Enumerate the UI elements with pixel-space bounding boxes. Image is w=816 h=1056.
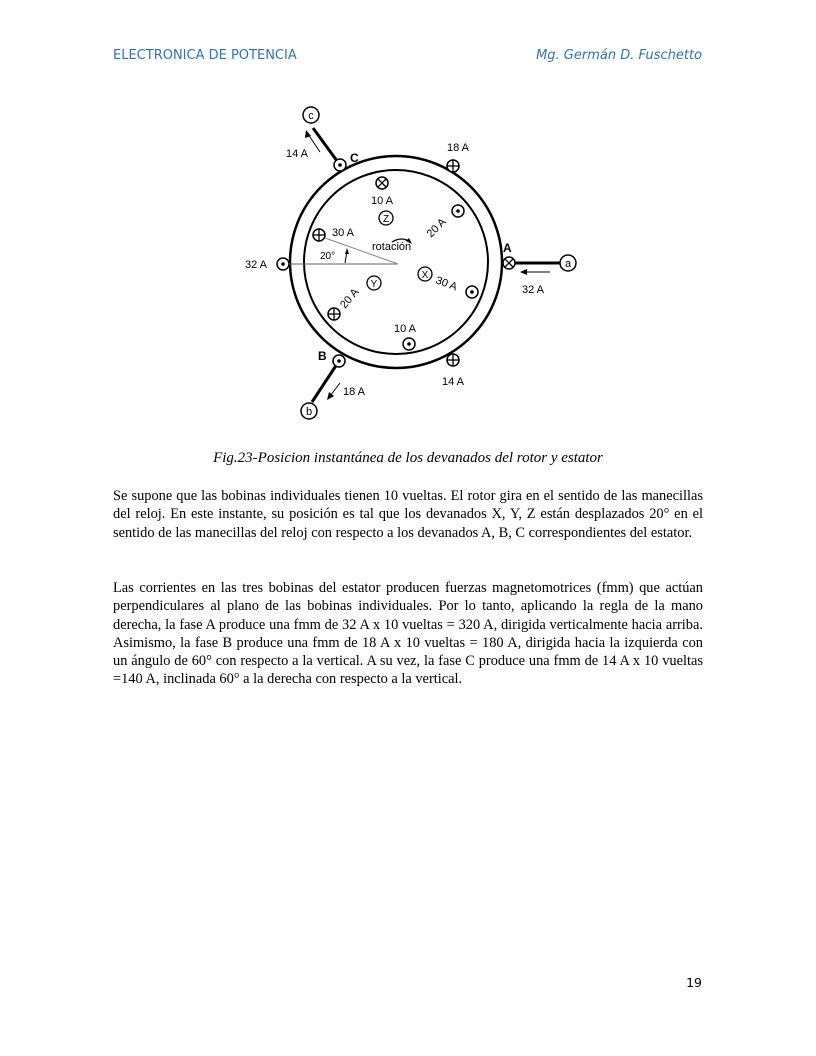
phase-C-label: C	[350, 151, 359, 165]
label-rotacion: rotación	[372, 241, 412, 253]
terminal-b	[301, 403, 317, 419]
label-32A-right: 32 A	[522, 284, 545, 296]
svg-text:a: a	[564, 258, 572, 270]
stator-outer-circle	[290, 156, 502, 368]
rotor-lower-left-plus	[328, 308, 340, 320]
conductor-C-dot	[334, 159, 346, 171]
conductor-bottom-right-plus	[447, 354, 459, 366]
header-author: Mg. Germán D. Fuschetto	[536, 48, 702, 63]
svg-text:Z: Z	[382, 214, 390, 225]
terminal-a	[560, 255, 576, 271]
label-20A-left: 20 A	[338, 286, 362, 311]
svg-text:c: c	[308, 110, 314, 122]
label-10A-bottom: 10 A	[394, 323, 417, 335]
rotor-bottom-dot	[403, 338, 415, 350]
conductor-left-dot	[277, 258, 289, 270]
winding-X	[418, 267, 432, 281]
conductor-A-cross	[503, 257, 515, 269]
label-30A-right: 30 A	[433, 274, 459, 294]
figure-caption: Fig.23-Posicion instantánea de los devanados del rotor y estator	[213, 450, 603, 466]
rotor-left-plus	[313, 229, 325, 241]
label-18A-bottom: 18 A	[343, 386, 366, 398]
label-32A-left: 32 A	[245, 259, 268, 271]
label-30A-left: 30 A	[332, 227, 355, 239]
label-14A-bottom: 14 A	[442, 376, 465, 388]
svg-text:X: X	[421, 270, 429, 281]
terminal-c	[303, 107, 319, 123]
phase-B-label: B	[318, 349, 327, 363]
winding-Y	[367, 276, 381, 290]
label-14A-top: 14 A	[286, 148, 309, 160]
conductor-B-dot	[333, 355, 345, 367]
svg-text:Y: Y	[370, 279, 378, 290]
winding-Z	[379, 211, 393, 225]
label-18A-top: 18 A	[447, 142, 470, 154]
phase-A-label: A	[503, 241, 512, 255]
page-number: 19	[686, 975, 702, 990]
winding-diagram	[230, 100, 590, 430]
label-20A-right: 20 A	[424, 216, 449, 241]
paragraph-1: Se supone que las bobinas individuales tienen 10 vueltas. El rotor gira en el sentido de las manecillas del reloj. En este instante, su posición es tal que los devanados X, Y, Z están desplazados 20° en el sentido de las manecillas del reloj con respecto a los devanados A, B, C correspondientes del estator.	[113, 488, 703, 541]
label-angle-20: 20°	[320, 251, 336, 262]
svg-text:b: b	[305, 406, 313, 418]
paragraph-2: Las corrientes en las tres bobinas del estator producen fuerzas magnetomotrices (fmm) que actúan perpendiculares al plano de las bobinas individuales. Por lo tanto, aplicando la regla de la mano derecha, la fase A produce una fmm de 32 A x 10 vueltas = 320 A, dirigida verticalmente hacia arriba. Asimismo, la fase B produce una fmm de 18 A x 10 vueltas = 180 A, dirigida hacia la izquierda con un ángulo de 60° con respecto a la vertical. A su vez, la fase C produce una fmm de 14 A x 10 vueltas =140 A, inclinada 60° a la derecha con respecto a la vertical.	[113, 580, 703, 688]
label-10A-top: 10 A	[371, 195, 394, 207]
rotor-top-cross	[376, 177, 388, 189]
conductor-top-right-plus	[447, 160, 459, 172]
header-title: ELECTRONICA DE POTENCIA	[113, 48, 297, 63]
rotor-right-dot	[452, 205, 464, 217]
rotor-lower-right-dot	[466, 286, 478, 298]
